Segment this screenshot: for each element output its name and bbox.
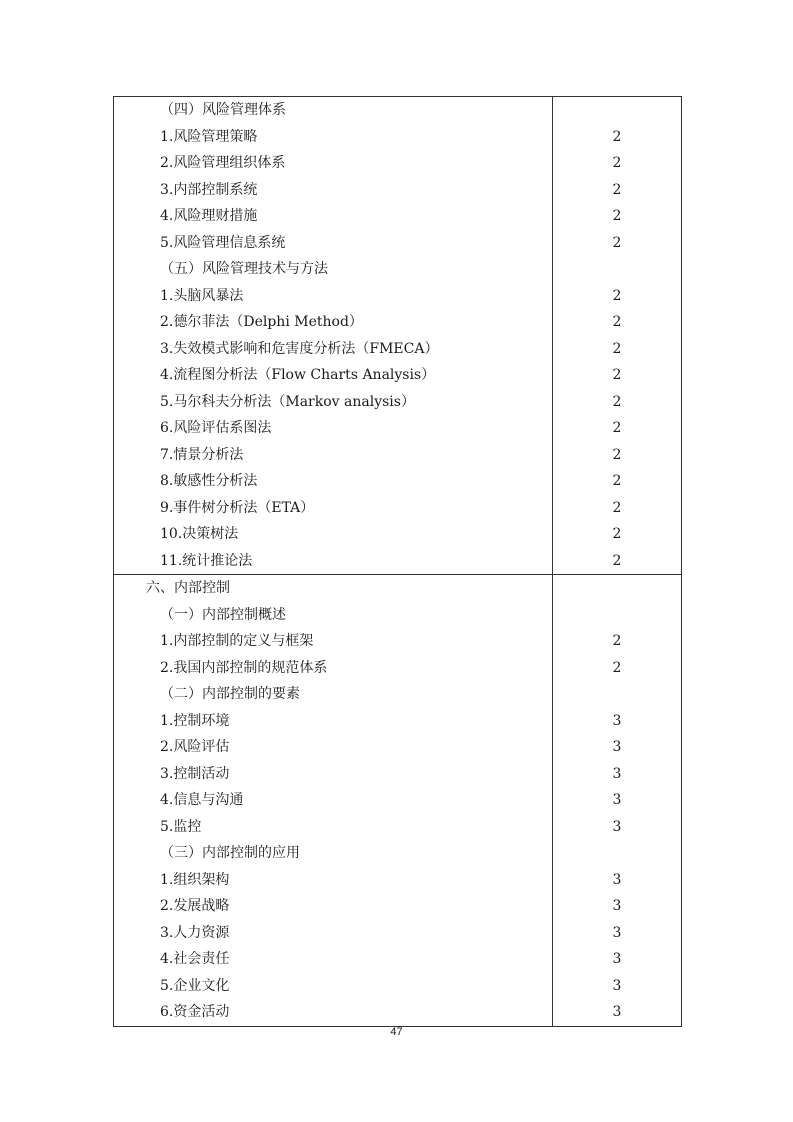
topic-item: 5.风险管理信息系统 bbox=[160, 234, 286, 251]
topic-item: 3.人力资源 bbox=[160, 924, 230, 941]
page-number: 47 bbox=[390, 1026, 403, 1038]
topic-item: 6.风险评估系图法 bbox=[160, 420, 272, 436]
hours-value: 3 bbox=[612, 712, 622, 729]
hours-value bbox=[553, 97, 681, 124]
hours-value bbox=[553, 602, 681, 629]
topic-item: 10.决策树法 bbox=[160, 526, 239, 542]
hours-value: 2 bbox=[612, 446, 622, 463]
topic-item: 3.失效模式影响和危害度分析法（FMECA） bbox=[160, 340, 439, 357]
hours-column bbox=[553, 97, 681, 574]
table-group bbox=[114, 97, 681, 575]
hours-value: 2 bbox=[612, 181, 622, 198]
hours-value: 2 bbox=[612, 552, 622, 569]
topic-item: 4.社会责任 bbox=[160, 951, 230, 967]
hours-value: 3 bbox=[612, 792, 622, 808]
topic-item: 4.风险理财措施 bbox=[160, 208, 258, 224]
hours-value bbox=[553, 681, 681, 708]
hours-value: 2 bbox=[612, 234, 622, 251]
topic-item: 4.流程图分析法（Flow Charts Analysis） bbox=[160, 367, 436, 383]
section-heading: （二）内部控制的要素 bbox=[160, 686, 300, 702]
topic-item: 8.敏感性分析法 bbox=[160, 473, 258, 489]
section-heading: （五）风险管理技术与方法 bbox=[160, 261, 328, 277]
hours-value: 2 bbox=[612, 287, 622, 304]
topic-item: 2.风险管理组织体系 bbox=[160, 155, 286, 171]
topic-item: 3.内部控制系统 bbox=[160, 181, 258, 198]
section-heading: （一）内部控制概述 bbox=[160, 606, 286, 623]
hours-value: 2 bbox=[612, 499, 622, 516]
hours-value: 2 bbox=[612, 393, 622, 410]
topic-item: 5.马尔科夫分析法（Markov analysis） bbox=[160, 393, 415, 410]
topic-item: 2.风险评估 bbox=[160, 739, 230, 755]
hours-value bbox=[553, 575, 681, 602]
hours-value: 2 bbox=[612, 633, 622, 649]
topic-item: 3.控制活动 bbox=[160, 765, 230, 782]
hours-value: 3 bbox=[612, 898, 622, 914]
hours-value: 2 bbox=[612, 128, 622, 145]
section-heading: （四）风险管理体系 bbox=[160, 102, 286, 118]
hours-value: 2 bbox=[612, 208, 622, 224]
topic-item: 1.头脑风暴法 bbox=[160, 287, 244, 304]
topic-item: 1.风险管理策略 bbox=[160, 128, 258, 145]
topic-item: 1.组织架构 bbox=[160, 871, 230, 888]
topic-item: 2.发展战略 bbox=[160, 898, 230, 914]
hours-value: 2 bbox=[612, 420, 622, 436]
topic-item: 2.德尔菲法（Delphi Method） bbox=[160, 314, 363, 330]
topic-item: 4.信息与沟通 bbox=[160, 792, 244, 808]
hours-value: 2 bbox=[612, 659, 622, 676]
syllabus-table bbox=[113, 96, 682, 1027]
content-column bbox=[114, 575, 553, 1026]
hours-value bbox=[553, 256, 681, 283]
topic-item: 6.资金活动 bbox=[160, 1004, 230, 1020]
hours-value: 3 bbox=[612, 765, 622, 782]
hours-value: 2 bbox=[612, 473, 622, 489]
chapter-title: 六、内部控制 bbox=[146, 580, 230, 596]
section-heading: （三）内部控制的应用 bbox=[160, 845, 300, 861]
topic-item: 2.我国内部控制的规范体系 bbox=[160, 659, 328, 676]
topic-item: 5.监控 bbox=[160, 818, 202, 835]
hours-value bbox=[553, 840, 681, 867]
topic-item: 7.情景分析法 bbox=[160, 446, 244, 463]
hours-value: 3 bbox=[612, 977, 622, 994]
hours-value: 3 bbox=[612, 924, 622, 941]
topic-item: 11.统计推论法 bbox=[160, 552, 253, 569]
hours-value: 3 bbox=[612, 1004, 622, 1020]
hours-value: 3 bbox=[612, 818, 622, 835]
hours-value: 2 bbox=[612, 155, 622, 171]
hours-value: 3 bbox=[612, 739, 622, 755]
hours-value: 3 bbox=[612, 951, 622, 967]
table-group bbox=[114, 575, 681, 1026]
hours-value: 2 bbox=[612, 314, 622, 330]
topic-item: 1.控制环境 bbox=[160, 712, 230, 729]
hours-value: 2 bbox=[612, 340, 622, 357]
topic-item: 5.企业文化 bbox=[160, 977, 230, 994]
hours-column bbox=[553, 575, 681, 1026]
content-column bbox=[114, 97, 553, 574]
hours-value: 3 bbox=[612, 871, 622, 888]
topic-item: 9.事件树分析法（ETA） bbox=[160, 499, 315, 516]
topic-item: 1.内部控制的定义与框架 bbox=[160, 633, 314, 649]
hours-value: 2 bbox=[612, 367, 622, 383]
hours-value: 2 bbox=[612, 526, 622, 542]
